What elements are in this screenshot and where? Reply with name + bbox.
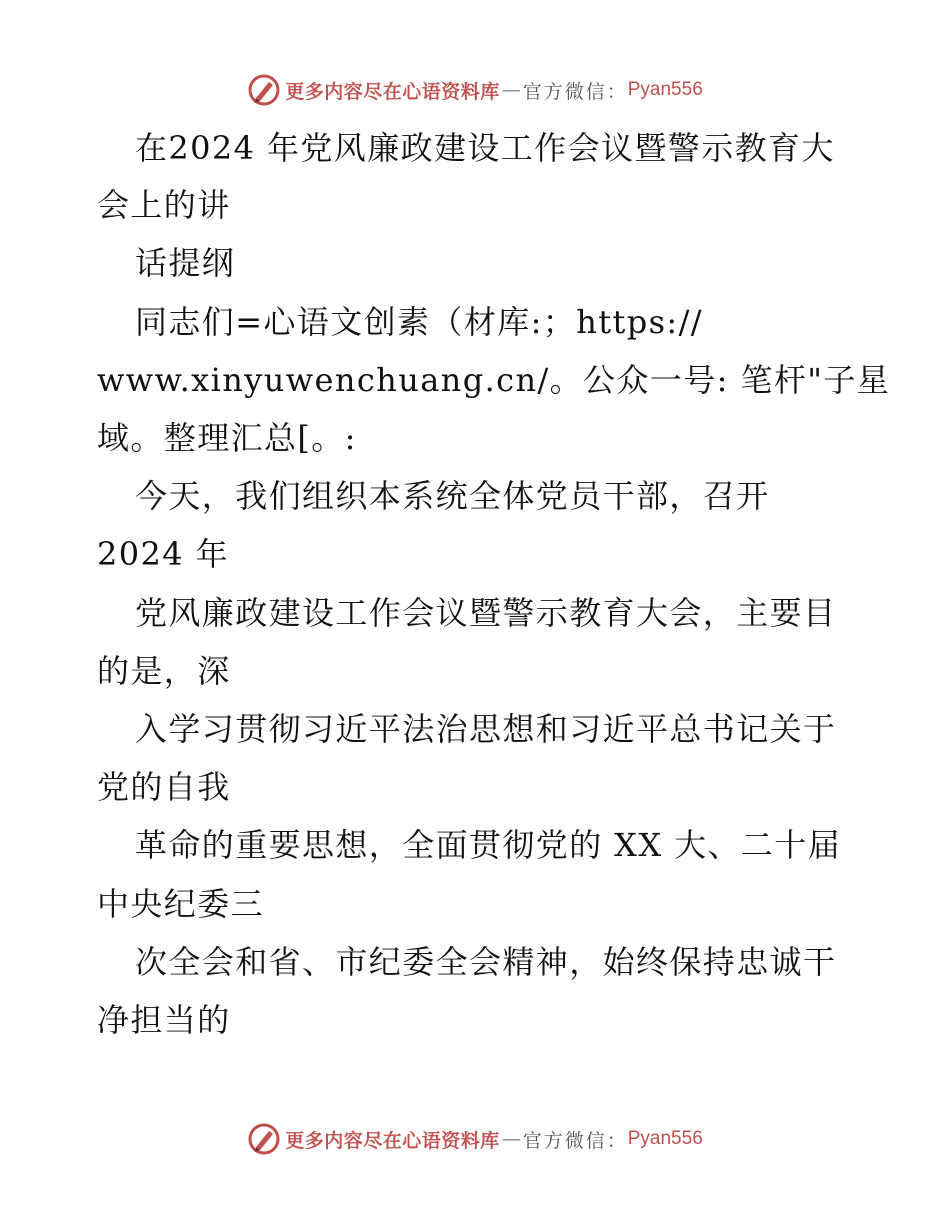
footer-banner-text: 更多内容尽在心语资料库 [285,1129,500,1152]
header-banner-text: 更多内容尽在心语资料库 [285,80,500,103]
doc-line-5: www.xinyuwenchuang.cn/。公众一号: 笔杆"子星 [97,361,891,399]
doc-line-10: 的是，深 [97,652,231,690]
pen-logo-icon [247,1122,281,1156]
doc-title-line-3: 话提纲 [135,244,236,282]
doc-line-11: 入学习贯彻习近平法治思想和习近平总书记关于 [135,710,837,748]
doc-line-14: 中央纪委三 [97,885,265,923]
doc-line-16: 净担当的 [97,1001,231,1039]
footer-banner-dash: — [501,1128,521,1150]
header-wechat-label: 官方微信： [522,80,628,103]
header-banner-dash: — [501,79,521,101]
doc-line-6: 域。整理汇总[。: [97,419,357,457]
doc-line-8: 2024 年 [97,535,230,573]
footer-wechat-label: 官方微信： [522,1129,628,1152]
doc-title-line-1: 在2024 年党风廉政建设工作会议暨警示教育大 [135,129,835,167]
doc-line-4: 同志们=心语文创素（材库:；https:// [135,303,703,341]
pen-logo-icon [247,73,281,107]
doc-line-9: 党风廉政建设工作会议暨警示教育大会，主要目 [135,594,837,632]
doc-line-13: 革命的重要思想，全面贯彻党的 XX 大、二十届 [135,826,842,864]
doc-title-line-2: 会上的讲 [97,186,231,224]
footer-wechat-id: Pyan556 [627,1128,703,1149]
header-wechat-id: Pyan556 [627,79,703,100]
doc-line-7: 今天，我们组织本系统全体党员干部，召开 [135,477,770,515]
footer-banner [0,1119,950,1159]
doc-line-15: 次全会和省、市纪委全会精神，始终保持忠诚干 [135,943,837,981]
doc-line-12: 党的自我 [97,768,231,806]
header-banner [0,70,950,110]
